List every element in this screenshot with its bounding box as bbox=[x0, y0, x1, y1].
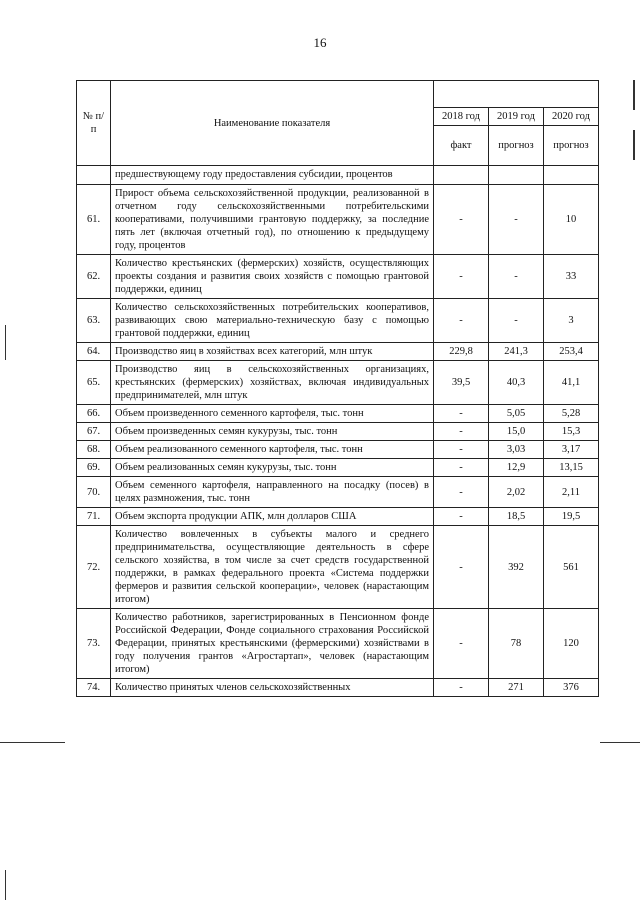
value-2018: - bbox=[434, 508, 489, 526]
value-2020: 33 bbox=[544, 255, 599, 299]
value-2020: 10 bbox=[544, 185, 599, 255]
value-2019: 12,9 bbox=[489, 459, 544, 477]
header-year-2018: 2018 год bbox=[434, 108, 489, 126]
value-2019: 3,03 bbox=[489, 441, 544, 459]
row-number: 65. bbox=[77, 361, 111, 405]
value-2019: 241,3 bbox=[489, 343, 544, 361]
value-2018: - bbox=[434, 441, 489, 459]
value-2019: 2,02 bbox=[489, 477, 544, 508]
scan-mark-bottom-left bbox=[5, 870, 6, 900]
row-name: Производство яиц в хозяйствах всех категорий, млн штук bbox=[111, 343, 434, 361]
row-name: Объем экспорта продукции АПК, млн долларов США bbox=[111, 508, 434, 526]
table-row bbox=[77, 343, 599, 361]
table-row bbox=[77, 361, 599, 405]
value-2018: - bbox=[434, 255, 489, 299]
header-name: Наименование показателя bbox=[111, 81, 434, 166]
value-2019: 15,0 bbox=[489, 423, 544, 441]
value-2020: 3,17 bbox=[544, 441, 599, 459]
row-number: 66. bbox=[77, 405, 111, 423]
scan-mark-left-line bbox=[0, 742, 65, 743]
scan-mark-left bbox=[5, 325, 6, 360]
value-2018: - bbox=[434, 526, 489, 609]
row-number: 64. bbox=[77, 343, 111, 361]
value-2018: 229,8 bbox=[434, 343, 489, 361]
value-2019: 40,3 bbox=[489, 361, 544, 405]
page-number: 16 bbox=[313, 35, 327, 50]
table-row bbox=[77, 441, 599, 459]
continuation-row bbox=[77, 166, 599, 185]
scan-mark-right bbox=[633, 80, 635, 110]
row-number: 72. bbox=[77, 526, 111, 609]
value-2019: - bbox=[489, 299, 544, 343]
scan-mark-right-2 bbox=[633, 130, 635, 160]
value-2018: - bbox=[434, 405, 489, 423]
header-year-2019: 2019 год bbox=[489, 108, 544, 126]
value-2019: 5,05 bbox=[489, 405, 544, 423]
value-2019: - bbox=[489, 185, 544, 255]
row-name: Производство яиц в сельскохозяйственных организациях, крестьянских (фермерских) хозяйствах, включая индивидуальных предпринимателей, млн штук bbox=[111, 361, 434, 405]
header-year-2020: 2020 год bbox=[544, 108, 599, 126]
row-name: Прирост объема сельскохозяйственной продукции, реализованной в отчетном году сельскохозяйственными потребительскими кооперативами, получившими грантовую поддержку, за последние пять лет (включая отчетный год), по отношению к предыдущему году, процентов bbox=[111, 185, 434, 255]
table-row bbox=[77, 459, 599, 477]
value-2020: 19,5 bbox=[544, 508, 599, 526]
value-2019: 78 bbox=[489, 609, 544, 679]
row-name: Количество работников, зарегистрированных в Пенсионном фонде Российской Федерации, Фонде социального страхования Российской Федерации, принятых крестьянскими (фермерскими) хозяйствами в году получения грантов «Агростартап», человек (нарастающим итогом) bbox=[111, 609, 434, 679]
header-num: № п/п bbox=[77, 81, 111, 166]
value-2018: - bbox=[434, 299, 489, 343]
value-2018: - bbox=[434, 679, 489, 697]
row-name: Количество сельскохозяйственных потребительских кооперативов, развивающих свою материально-техническую базу с помощью грантовой поддержки, единиц bbox=[111, 299, 434, 343]
value-2018: - bbox=[434, 185, 489, 255]
row-number: 73. bbox=[77, 609, 111, 679]
table-row bbox=[77, 508, 599, 526]
value-2019: 392 bbox=[489, 526, 544, 609]
value-2019: 271 bbox=[489, 679, 544, 697]
row-number: 69. bbox=[77, 459, 111, 477]
header-type-2018: факт bbox=[434, 126, 489, 166]
value-2020: 561 bbox=[544, 526, 599, 609]
value-2020: 376 bbox=[544, 679, 599, 697]
row-name: Количество принятых членов сельскохозяйственных bbox=[111, 679, 434, 697]
value-2018: - bbox=[434, 609, 489, 679]
value-2020: 253,4 bbox=[544, 343, 599, 361]
row-name: Объем реализованных семян кукурузы, тыс. тонн bbox=[111, 459, 434, 477]
header-spacer bbox=[434, 81, 599, 108]
value-2020: 5,28 bbox=[544, 405, 599, 423]
value-2019: - bbox=[489, 255, 544, 299]
indicators-table bbox=[76, 80, 599, 697]
header-type-2019: прогноз bbox=[489, 126, 544, 166]
row-name: Объем произведенных семян кукурузы, тыс. тонн bbox=[111, 423, 434, 441]
row-name: Количество крестьянских (фермерских) хозяйств, осуществляющих проекты создания и развития своих хозяйств с помощью грантовой поддержки, единиц bbox=[111, 255, 434, 299]
row-number: 62. bbox=[77, 255, 111, 299]
row-name: Объем семенного картофеля, направленного на посадку (посев) в целях размножения, тыс. тонн bbox=[111, 477, 434, 508]
value-2020: 2,11 bbox=[544, 477, 599, 508]
table-row bbox=[77, 679, 599, 697]
row-name: Объем реализованного семенного картофеля, тыс. тонн bbox=[111, 441, 434, 459]
scan-mark-right-line bbox=[600, 742, 640, 743]
value-2018: - bbox=[434, 423, 489, 441]
table-row bbox=[77, 405, 599, 423]
row-number: 67. bbox=[77, 423, 111, 441]
table-row bbox=[77, 255, 599, 299]
row-number: 61. bbox=[77, 185, 111, 255]
row-number: 63. bbox=[77, 299, 111, 343]
value-2020: 3 bbox=[544, 299, 599, 343]
table-row bbox=[77, 609, 599, 679]
value-2018: - bbox=[434, 477, 489, 508]
value-2020: 120 bbox=[544, 609, 599, 679]
row-number: 70. bbox=[77, 477, 111, 508]
table-row bbox=[77, 423, 599, 441]
row-number: 74. bbox=[77, 679, 111, 697]
row-number: 71. bbox=[77, 508, 111, 526]
header-type-2020: прогноз bbox=[544, 126, 599, 166]
value-2020: 15,3 bbox=[544, 423, 599, 441]
value-2019: 18,5 bbox=[489, 508, 544, 526]
table-row bbox=[77, 526, 599, 609]
table-row bbox=[77, 185, 599, 255]
table-row bbox=[77, 477, 599, 508]
value-2020: 13,15 bbox=[544, 459, 599, 477]
value-2018: - bbox=[434, 459, 489, 477]
row-name: Количество вовлеченных в субъекты малого и среднего предпринимательства, осуществляющие деятельность в сфере сельского хозяйства, в том числе за счет средств государственной поддержки, в рамках федерального проекта «Система поддержки фермеров и развития сельской кооперации», человек (нарастающим итогом) bbox=[111, 526, 434, 609]
value-2018: 39,5 bbox=[434, 361, 489, 405]
row-name: Объем произведенного семенного картофеля, тыс. тонн bbox=[111, 405, 434, 423]
continuation-text: предшествующему году предоставления субсидии, процентов bbox=[111, 166, 434, 185]
table-row bbox=[77, 299, 599, 343]
value-2020: 41,1 bbox=[544, 361, 599, 405]
row-number: 68. bbox=[77, 441, 111, 459]
